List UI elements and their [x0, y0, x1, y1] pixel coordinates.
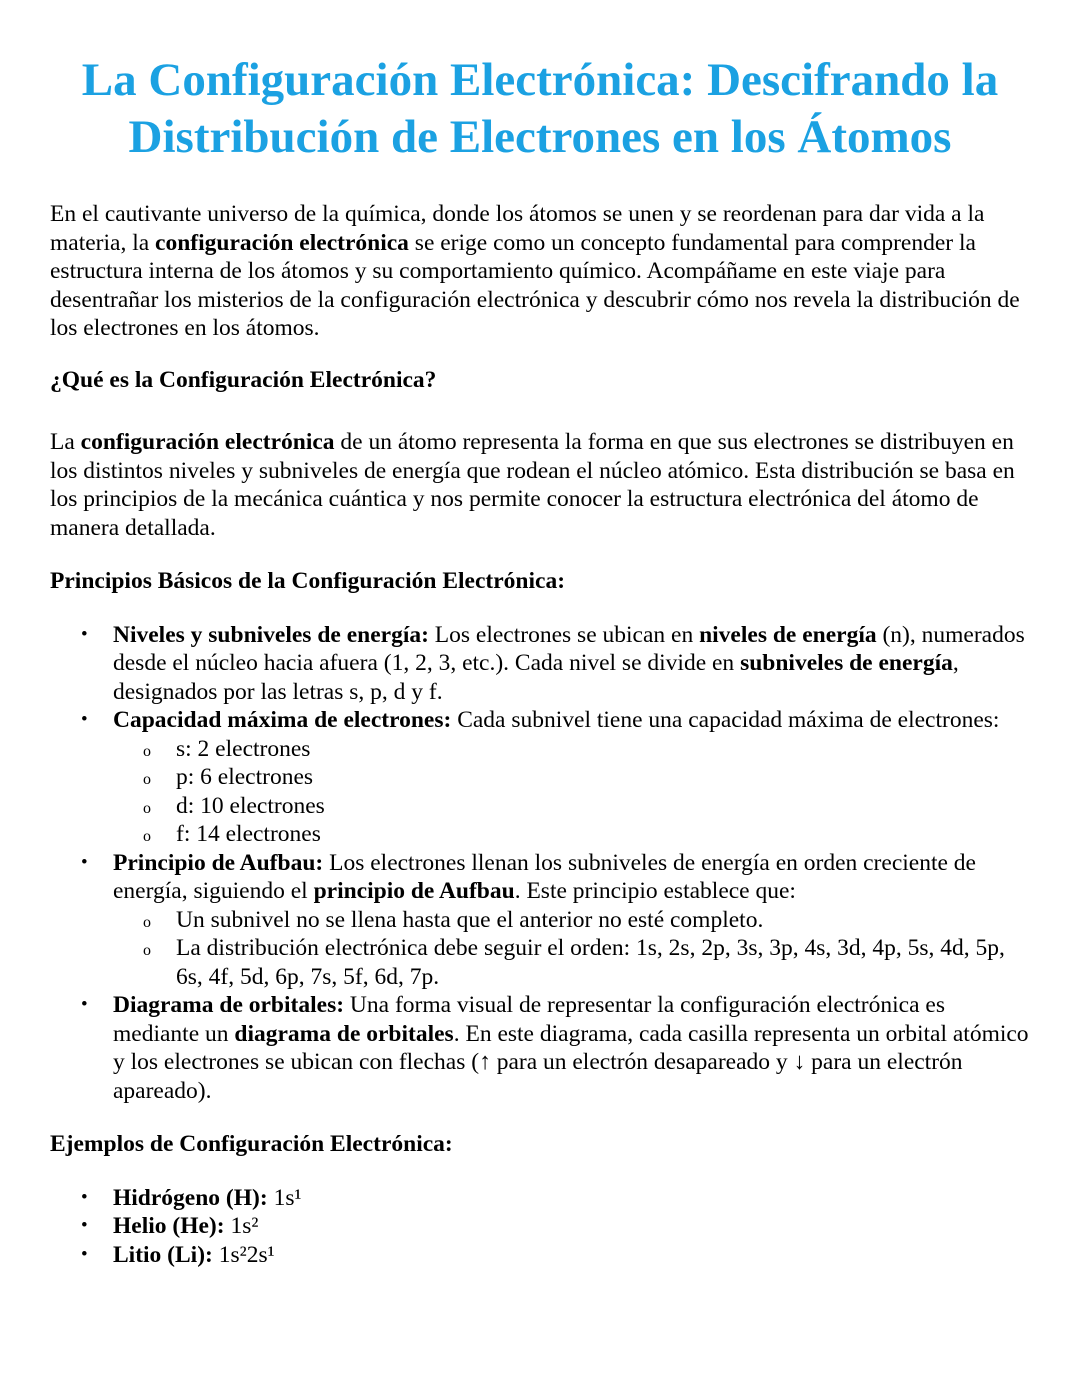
bullet-text: . En este diagrama, cada casilla representa un orbital atómico y los electrones se ubican con flechas (↑ para un electrón desapareado y ↓ para un electrón apareado).: [113, 1020, 1029, 1104]
bullet-icon: •: [81, 1215, 88, 1236]
bullet-text: Los electrones llenan los subniveles de energía en orden creciente de energía, siguiendo el: [113, 849, 976, 904]
capacity-sublist: [113, 735, 1030, 849]
circle-bullet-icon: o: [143, 771, 151, 788]
section-heading-principles: Principios Básicos de la Configuración Electrónica:: [50, 568, 566, 594]
sub-list-item: [113, 763, 1030, 792]
bullet-bold-term: subniveles de energía: [740, 650, 953, 676]
element-configuration: 1s²: [224, 1213, 259, 1239]
element-label: Helio (He):: [113, 1213, 225, 1239]
sub-item-text: s: 2 electrones: [176, 735, 311, 762]
sub-list-item: [113, 735, 1030, 764]
list-item: [50, 991, 1030, 1105]
sub-item-text: f: 14 electrones: [176, 821, 321, 847]
sub-list-item: [113, 792, 1030, 821]
intro-text-1: En el cautivante universo de la química, donde los átomos se unen y se reordenan para dar vida a la materia, la: [50, 201, 985, 256]
aufbau-sublist: [113, 906, 1030, 992]
definition-paragraph: [50, 428, 1030, 542]
sub-item-text: Un subnivel no se llena hasta que el anterior no esté completo.: [176, 906, 764, 933]
bullet-text: Una forma visual de representar la configuración electrónica es mediante un: [113, 992, 945, 1047]
intro-text-2: se erige como un concepto fundamental para comprender la estructura interna de los átomos y su comportamiento químico. Acompáñame en este viaje para desentrañar los misterios de la configuración electrónica y descubrir cómo nos revela la distribución de los electrones en los átomos.: [50, 229, 1020, 341]
sub-list-item: [113, 820, 1030, 849]
section-heading-examples: Ejemplos de Configuración Electrónica:: [50, 1131, 453, 1157]
list-item: [50, 1184, 1030, 1213]
definition-text-2: de un átomo representa la forma en que sus electrones se distribuyen en los distintos niveles y subniveles de energía que rodean el núcleo atómico. Esta distribución se basa en los principios de la mecánica cuántica y nos permite conocer la estructura electrónica del átomo de manera detallada.: [50, 429, 1015, 541]
bullet-bold-term: niveles de energía: [699, 621, 877, 648]
bullet-icon: •: [81, 994, 88, 1015]
list-item: [50, 1212, 1030, 1241]
list-item: [50, 1241, 1030, 1270]
circle-bullet-icon: o: [143, 913, 151, 931]
list-item: [50, 706, 1030, 849]
sub-list-item: [113, 906, 1030, 935]
bullet-label: Principio de Aufbau:: [113, 849, 324, 876]
intro-paragraph: [50, 200, 1030, 343]
circle-bullet-icon: o: [143, 799, 151, 817]
sub-item-text: La distribución electrónica debe seguir el orden: 1s, 2s, 2p, 3s, 3p, 4s, 3d, 4p, 5s, 4d, 5p, 6s, 4f, 5d, 6p, 7s, 5f, 6d, 7p.: [176, 935, 1005, 990]
circle-bullet-icon: o: [143, 942, 151, 959]
bullet-text: (n), numerados desde el núcleo hacia afuera (1, 2, 3, etc.). Cada nivel se divide en: [113, 621, 1025, 676]
bullet-icon: •: [81, 709, 88, 730]
principles-list: [50, 621, 1030, 1106]
bullet-label: Diagrama de orbitales:: [113, 992, 345, 1018]
list-item: [50, 849, 1030, 992]
bullet-label: Capacidad máxima de electrones:: [113, 707, 452, 733]
sub-list-item: [113, 934, 1030, 991]
section-heading-what-is: ¿Qué es la Configuración Electrónica?: [50, 366, 437, 393]
definition-bold-term: configuración electrónica: [80, 429, 335, 455]
definition-text-1: La: [50, 429, 81, 455]
examples-list: [50, 1184, 1030, 1270]
sub-item-text: d: 10 electrones: [176, 792, 325, 819]
bullet-icon: •: [81, 623, 88, 645]
element-label: Hidrógeno (H):: [113, 1184, 268, 1211]
bullet-icon: •: [81, 1186, 88, 1208]
element-label: Litio (Li):: [113, 1241, 213, 1268]
bullet-label: Niveles y subniveles de energía:: [113, 621, 429, 648]
circle-bullet-icon: o: [143, 742, 151, 760]
bullet-icon: •: [81, 851, 88, 873]
bullet-bold-term: principio de Aufbau: [313, 878, 515, 904]
sub-item-text: p: 6 electrones: [176, 764, 314, 790]
bullet-text: , designados por las letras s, p, d y f.: [113, 650, 959, 705]
element-configuration: 1s¹: [267, 1184, 302, 1211]
bullet-text: . Este principio establece que:: [514, 878, 796, 904]
bullet-text: Los electrones se ubican en: [428, 621, 700, 648]
bullet-text: Cada subnivel tiene una capacidad máxima de electrones:: [451, 707, 1000, 733]
bullet-icon: •: [81, 1243, 88, 1265]
bullet-bold-term: diagrama de orbitales: [234, 1020, 454, 1047]
list-item: [50, 621, 1030, 707]
circle-bullet-icon: o: [143, 828, 151, 845]
intro-bold-term: configuración electrónica: [155, 229, 409, 256]
element-configuration: 1s²2s¹: [212, 1241, 275, 1268]
page-title: La Configuración Electrónica: Descifrando la Distribución de Electrones en los Átomos: [81, 54, 999, 163]
